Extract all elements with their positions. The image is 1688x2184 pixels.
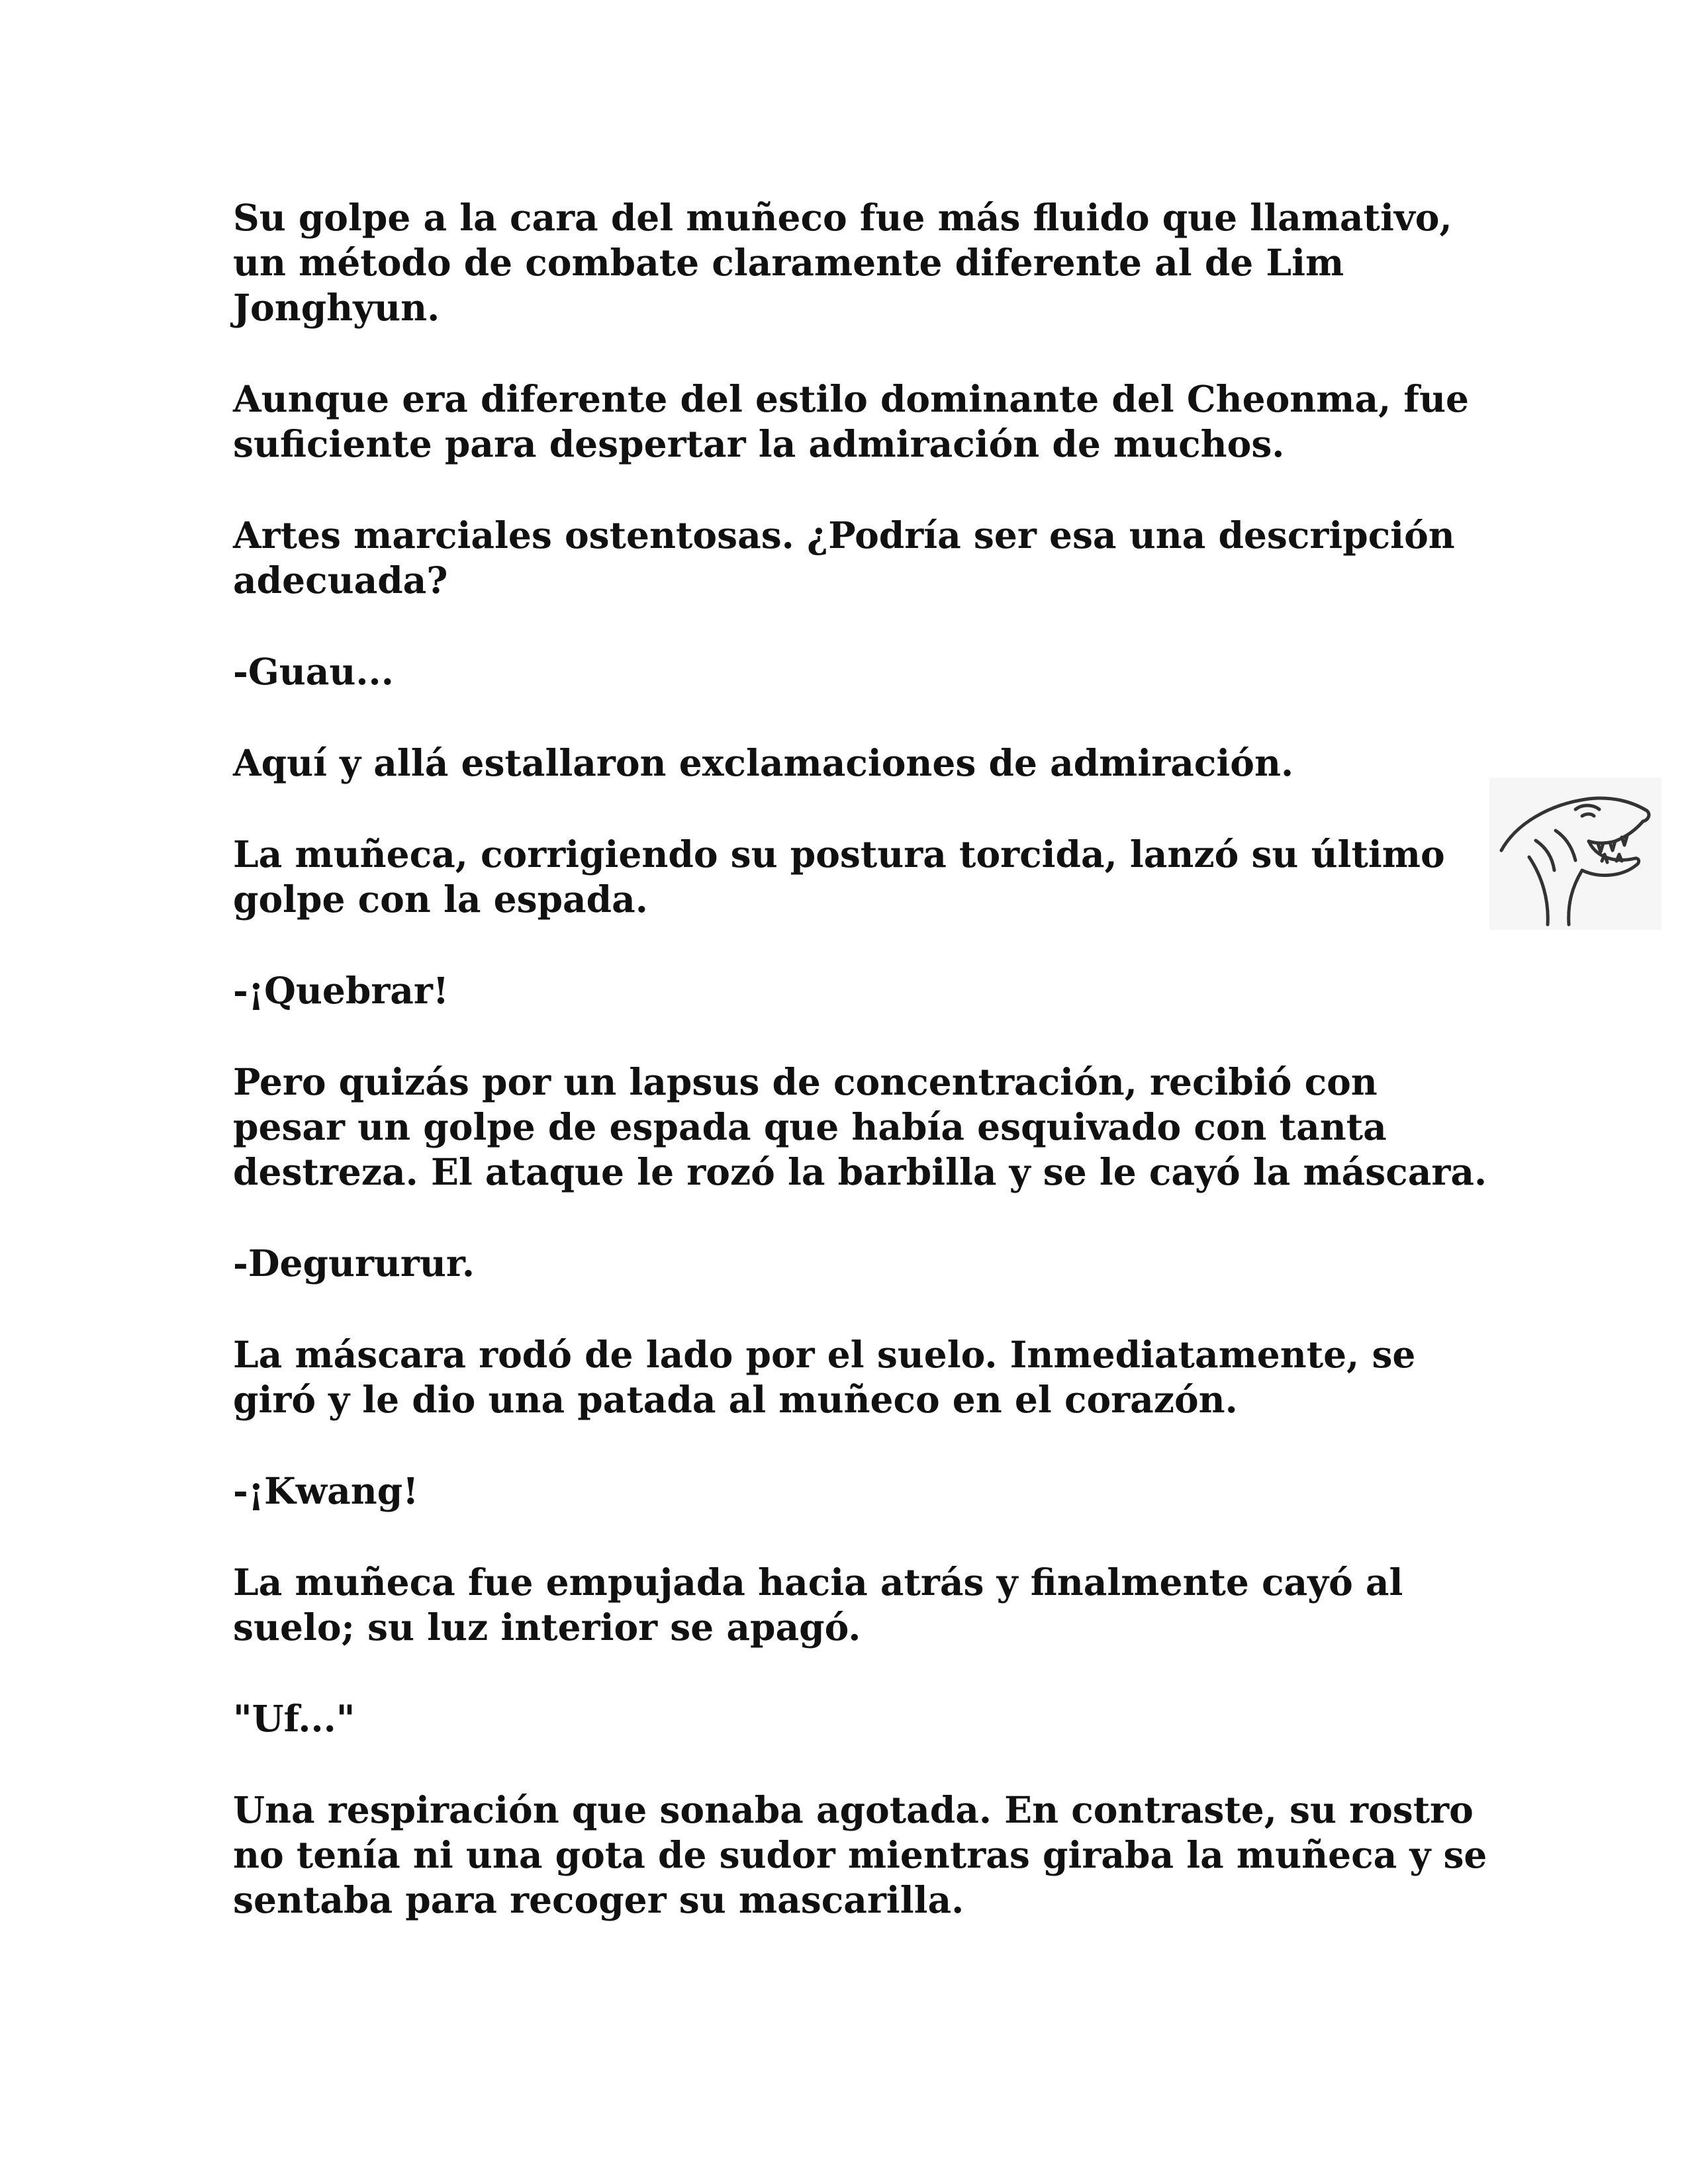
paragraph: [233, 1696, 1464, 1741]
text-line: golpe con la espada.: [233, 878, 648, 921]
paragraph: [233, 195, 1464, 330]
text-line: suelo; su luz interior se apagó.: [233, 1606, 861, 1649]
paragraph: [233, 377, 1470, 467]
body-text: [233, 195, 1487, 1969]
paragraph: [233, 513, 1464, 603]
text-line: un método de combate claramente diferente al de Lim: [233, 241, 1344, 284]
text-line: Pero quizás por un lapsus de concentración, recibió con: [233, 1060, 1378, 1103]
text-line: La máscara rodó de lado por el suelo. Inmediatamente, se: [233, 1333, 1416, 1376]
text-line: destreza. El ataque le rozó la barbilla y se le cayó la máscara.: [233, 1150, 1487, 1193]
paragraph: [233, 741, 1464, 786]
text-line: La muñeca, corrigiendo su postura torcida, lanzó su último: [233, 833, 1445, 876]
paragraph: [233, 1560, 1464, 1650]
paragraph: [233, 1332, 1464, 1422]
text-line: giró y le dio una patada al muñeco en el corazón.: [233, 1378, 1238, 1421]
paragraph: [233, 1788, 1487, 1923]
dinosaur-head-sketch-icon: [1489, 778, 1662, 930]
text-line: La muñeca fue empujada hacia atrás y finalmente cayó al: [233, 1561, 1403, 1604]
text-line: no tenía ni una gota de sudor mientras giraba la muñeca y se: [233, 1833, 1487, 1876]
paragraph: [233, 1241, 1464, 1286]
text-line: -Degururur.: [233, 1242, 475, 1285]
text-line: -Guau...: [233, 650, 394, 693]
paragraph: [233, 1060, 1487, 1195]
text-line: -¡Quebrar!: [233, 969, 449, 1012]
text-line: "Uf...": [233, 1697, 355, 1740]
text-line: -¡Kwang!: [233, 1469, 419, 1512]
text-line: suficiente para despertar la admiración de muchos.: [233, 422, 1285, 465]
text-line: adecuada?: [233, 559, 448, 602]
text-line: sentaba para recoger su mascarilla.: [233, 1878, 964, 1921]
paragraph: [233, 968, 1464, 1013]
paragraph: [233, 649, 1464, 694]
text-line: Artes marciales ostentosas. ¿Podría ser esa una descripción: [233, 514, 1455, 557]
text-line: pesar un golpe de espada que había esquivado con tanta: [233, 1105, 1387, 1148]
text-line: Jonghyun.: [233, 286, 440, 329]
text-line: Una respiración que sonaba agotada. En contraste, su rostro: [233, 1788, 1474, 1831]
text-line: Aquí y allá estallaron exclamaciones de admiración.: [233, 741, 1294, 784]
text-line: Su golpe a la cara del muñeco fue más fluido que llamativo,: [233, 196, 1452, 239]
text-line: Aunque era diferente del estilo dominante del Cheonma, fue: [233, 377, 1470, 420]
paragraph: [233, 1469, 1464, 1514]
paragraph: [233, 832, 1464, 922]
